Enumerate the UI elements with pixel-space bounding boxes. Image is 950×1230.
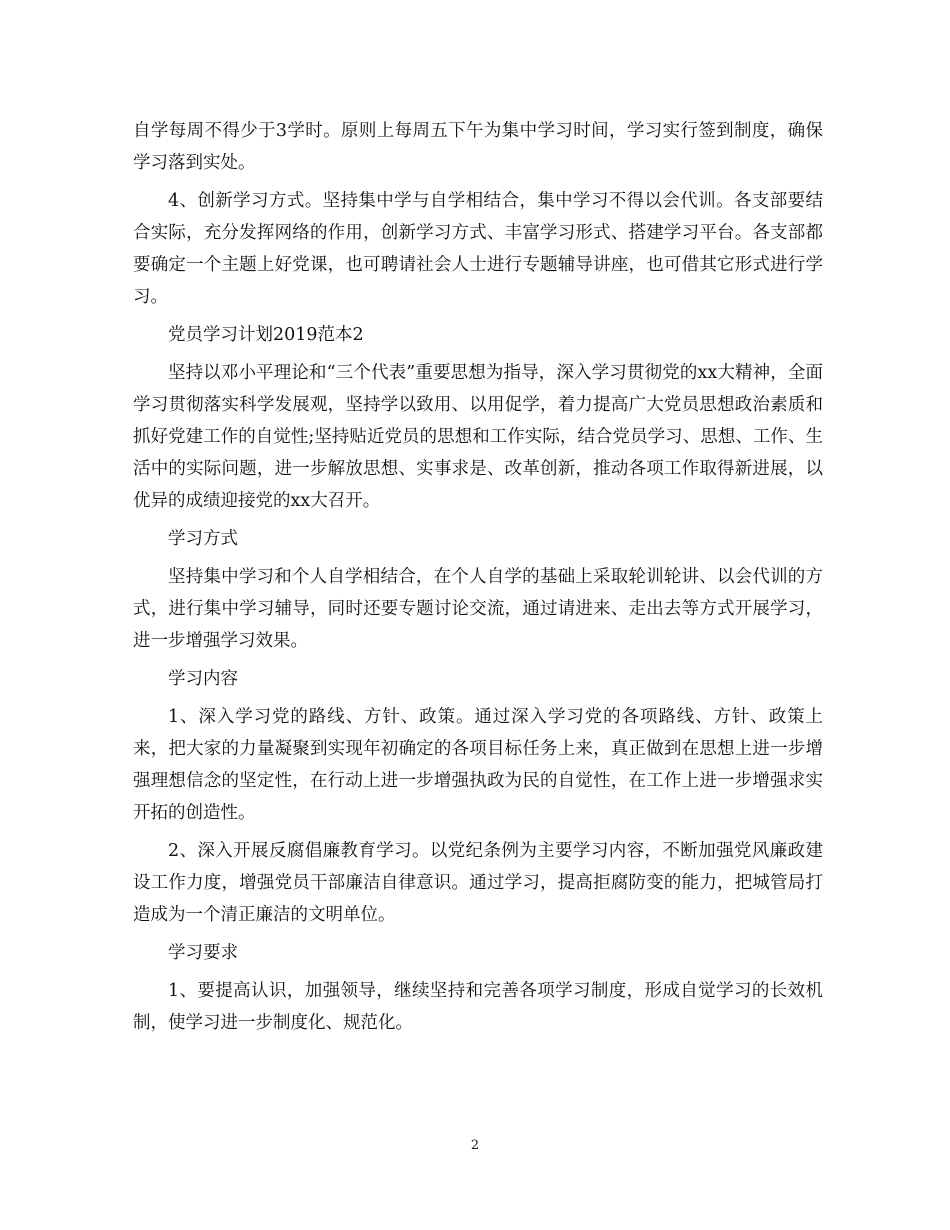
paragraph-requirement-item-1: 1、要提高认识，加强领导，继续坚持和完善各项学习制度，形成自觉学习的长效机制，使学习进一步制度化、规范化。	[133, 981, 823, 1033]
section-title-template-2: 党员学习计划2019范本2	[168, 325, 364, 345]
heading-study-requirements: 学习要求	[168, 943, 238, 963]
heading-study-content: 学习内容	[168, 669, 238, 689]
paragraph-content-item-2: 2、深入开展反腐倡廉教育学习。以党纪条例为主要学习内容，不断加强党风廉政建设工作力度，增强党员干部廉洁自律意识。通过学习，提高拒腐防变的能力，把城管局打造成为一个清正廉洁的文明单位。	[133, 841, 823, 925]
paragraph-content-item-1: 1、深入学习党的路线、方针、政策。通过深入学习党的各项路线、方针、政策上来，把大家的力量凝聚到实现年初确定的各项目标任务上来，真正做到在思想上进一步增强理想信念的坚定性，在行动上进一步增强执政为民的自觉性，在工作上进一步增强求实开拓的创造性。	[133, 707, 823, 823]
paragraph-item-4: 4、创新学习方式。坚持集中学与自学相结合，集中学习不得以会代训。各支部要结合实际，充分发挥网络的作用，创新学习方式、丰富学习形式、搭建学习平台。各支部都要确定一个主题上好党课，也可聘请社会人士进行专题辅导讲座，也可借其它形式进行学习。	[133, 191, 823, 307]
paragraph-continuation: 自学每周不得少于3学时。原则上每周五下午为集中学习时间，学习实行签到制度，确保学习落到实处。	[133, 121, 823, 173]
page-number: 2	[470, 1138, 480, 1153]
paragraph-study-method: 坚持集中学习和个人自学相结合，在个人自学的基础上采取轮训轮讲、以会代训的方式，进行集中学习辅导，同时还要专题讨论交流，通过请进来、走出去等方式开展学习，进一步增强学习效果。	[133, 567, 823, 651]
paragraph-guiding-principle: 坚持以邓小平理论和“三个代表”重要思想为指导，深入学习贯彻党的xx大精神，全面学习贯彻落实科学发展观，坚持学以致用、以用促学，着力提高广大党员思想政治素质和抓好党建工作的自觉性;坚持贴近党员的思想和工作实际，结合党员学习、思想、工作、生活中的实际问题，进一步解放思想、实事求是、改革创新，推动各项工作取得新进展，以优异的成绩迎接党的xx大召开。	[133, 363, 823, 511]
document-body	[133, 115, 823, 1045]
heading-study-method: 学习方式	[168, 529, 238, 549]
